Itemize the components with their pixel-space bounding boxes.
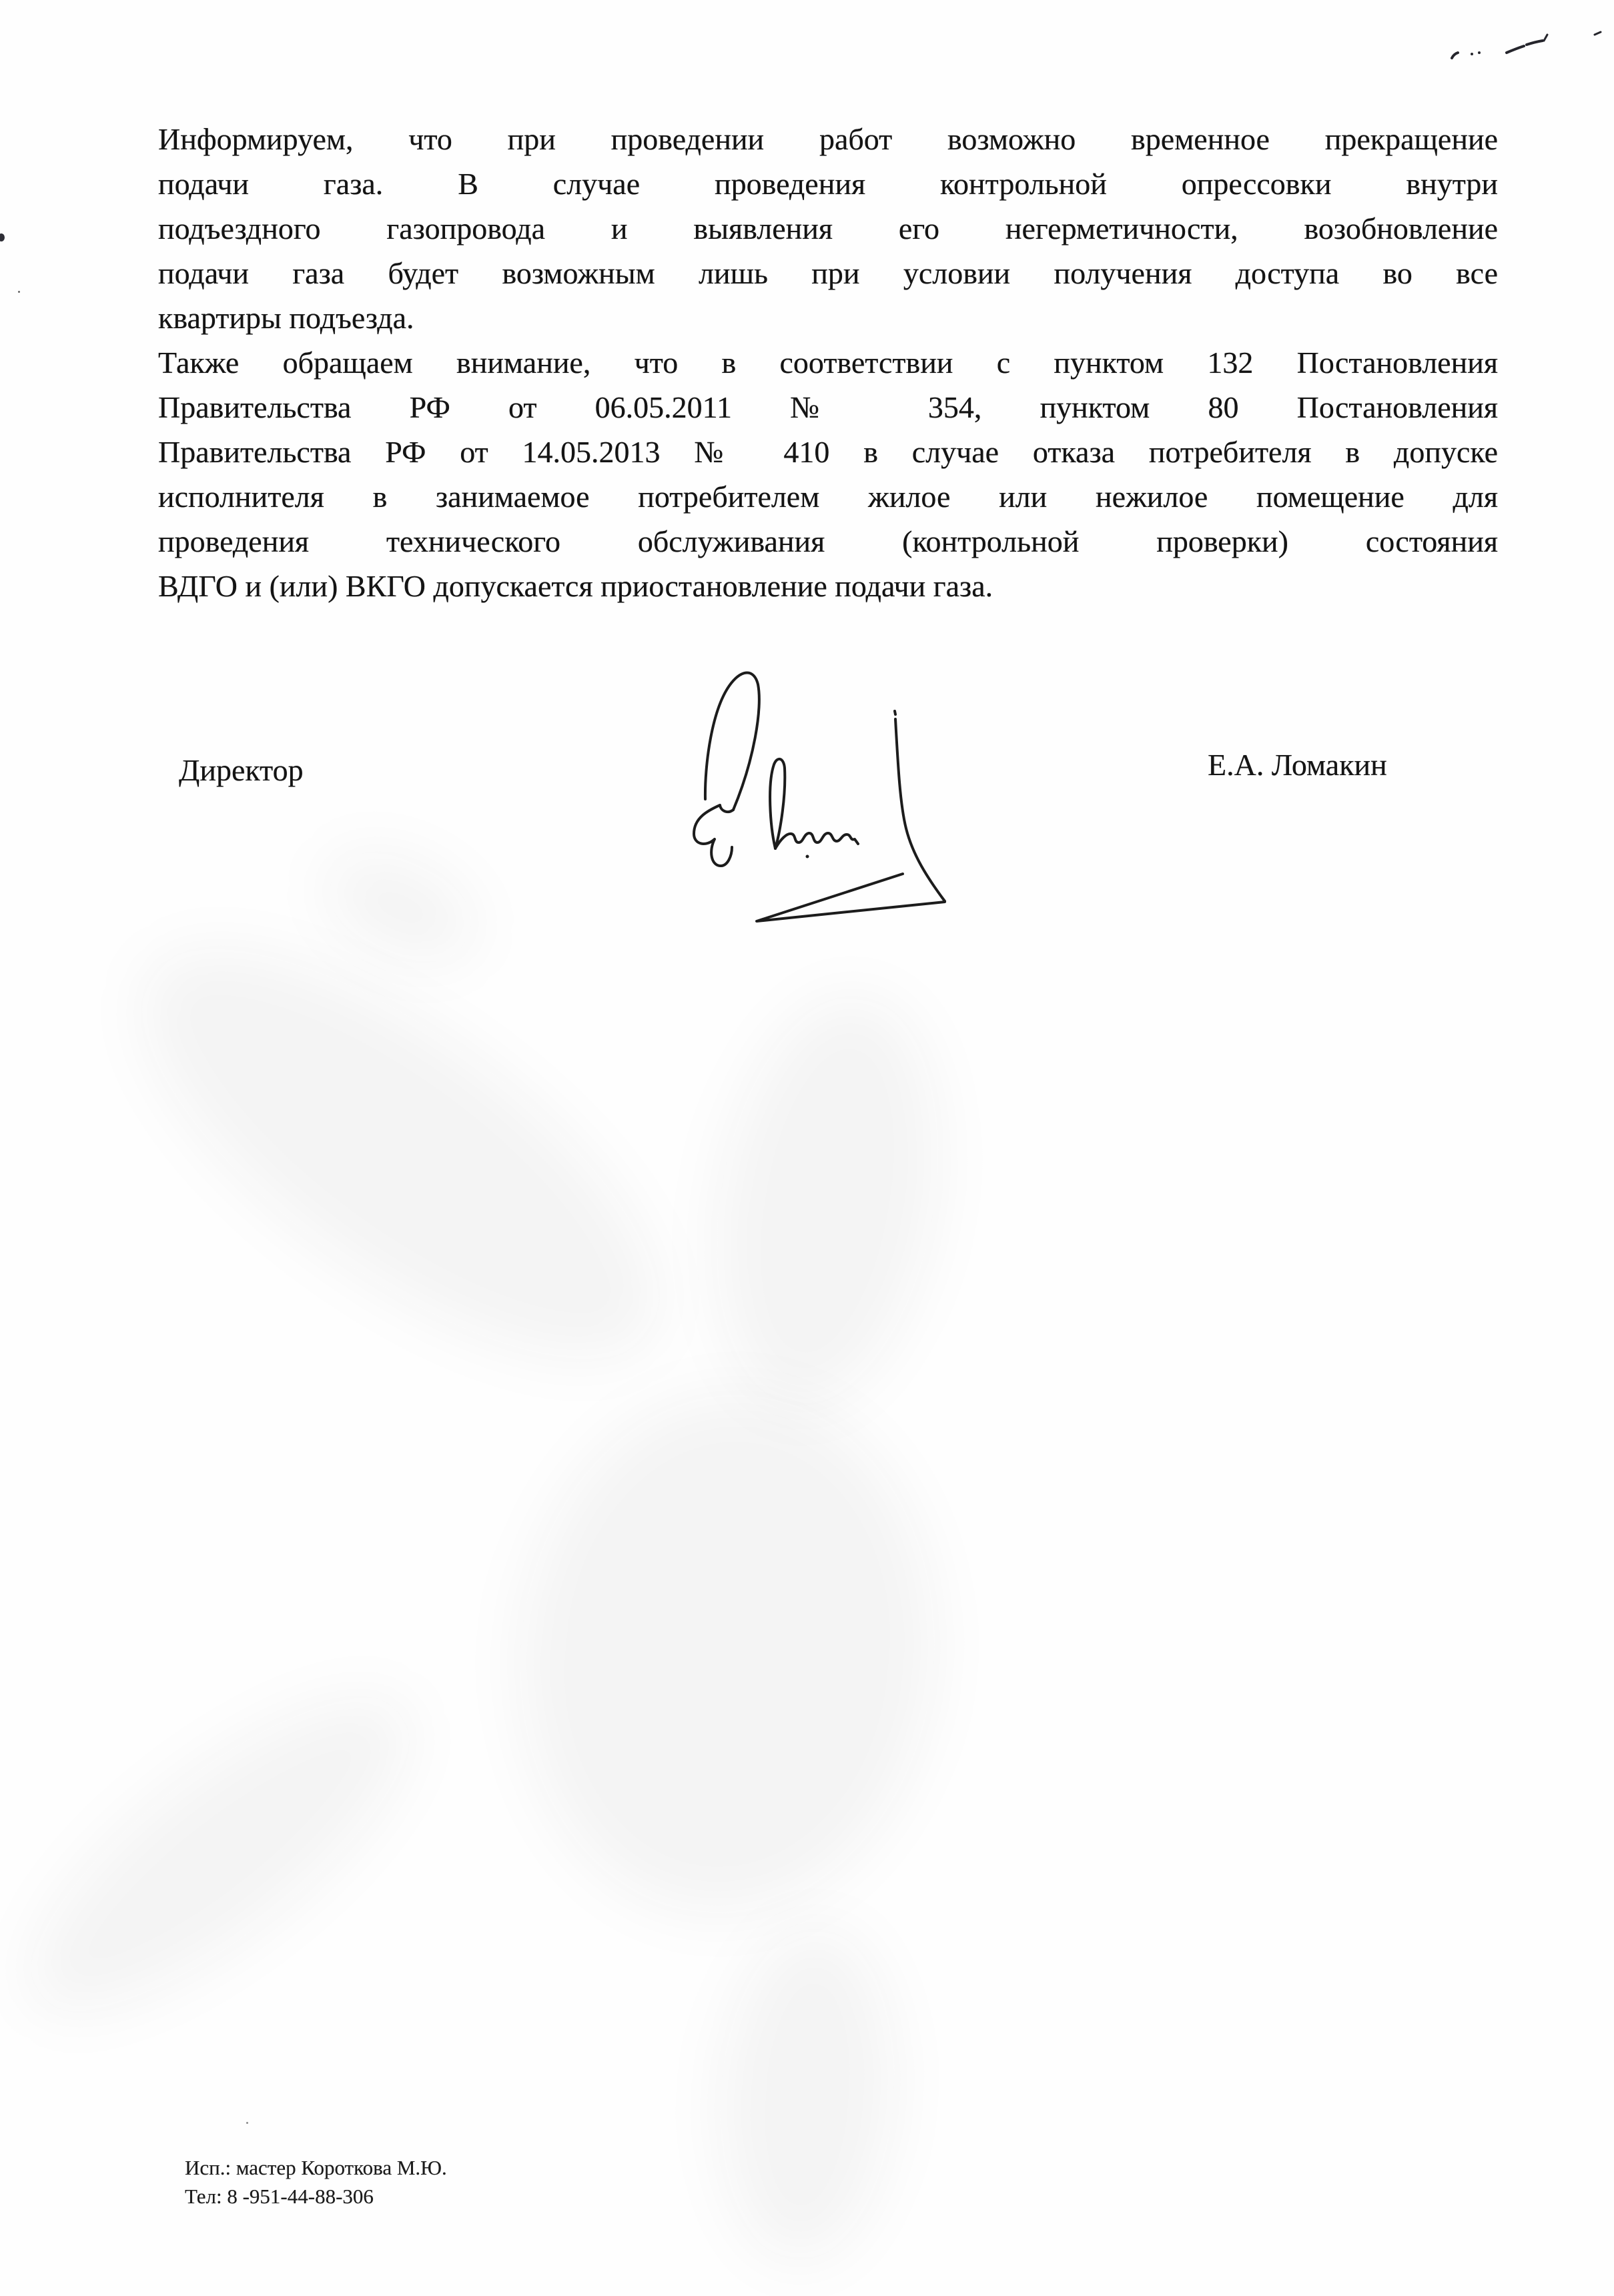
text-line: проведения технического обслуживания (контрольной проверки) состояния — [158, 524, 1498, 558]
scan-shadow-blob — [81, 877, 719, 1431]
scan-speck — [246, 2122, 248, 2124]
scan-speck — [0, 233, 5, 241]
text-line: Также обращаем внимание, что в соответствии с пунктом 132 Постановления — [158, 346, 1498, 380]
text-line: исполнителя в занимаемое потребителем жилое или нежилое помещение для — [158, 480, 1498, 514]
paragraph-2 — [158, 340, 1498, 608]
text-line: квартиры подъезда. — [158, 301, 414, 335]
footer — [185, 2153, 447, 2211]
executor-line: Исп.: мастер Короткова М.Ю. — [185, 2156, 447, 2179]
stray-pen-marks-icon — [1435, 20, 1614, 80]
handwritten-signature-icon — [667, 634, 974, 941]
text-line: Правительства РФ от 06.05.2011 № 354, пунктом 80 Постановления — [158, 390, 1498, 424]
position-title: Директор — [179, 753, 304, 787]
phone-line: Тел: 8 -951-44-88-306 — [185, 2185, 374, 2208]
scan-shadow-blob — [687, 979, 969, 1423]
text-line: подъездного газопровода и выявления его негерметичности, возобновление — [158, 211, 1498, 245]
text-line: Правительства РФ от 14.05.2013 № 410 в случае отказа потребителя в допуске — [158, 435, 1498, 469]
text-line: подачи газа будет возможным лишь при условии получения доступа во все — [158, 256, 1498, 290]
signer-name: Е.А. Ломакин — [1208, 748, 1387, 782]
scan-speck — [18, 291, 20, 293]
scan-shadow-blob — [0, 1648, 454, 2061]
paragraph-1 — [158, 117, 1498, 340]
scan-shadow-blob — [494, 1374, 960, 1935]
text-line: подачи газа. В случае проведения контрольной опрессовки внутри — [158, 167, 1498, 201]
letter-body — [158, 117, 1498, 608]
text-line: Информируем, что при проведении работ возможно временное прекращение — [158, 122, 1498, 156]
scan-shadow-blob — [308, 831, 493, 983]
text-line: ВДГО и (или) ВКГО допускается приостановление подачи газа. — [158, 569, 993, 603]
scan-shadow-blob — [709, 1922, 905, 2267]
